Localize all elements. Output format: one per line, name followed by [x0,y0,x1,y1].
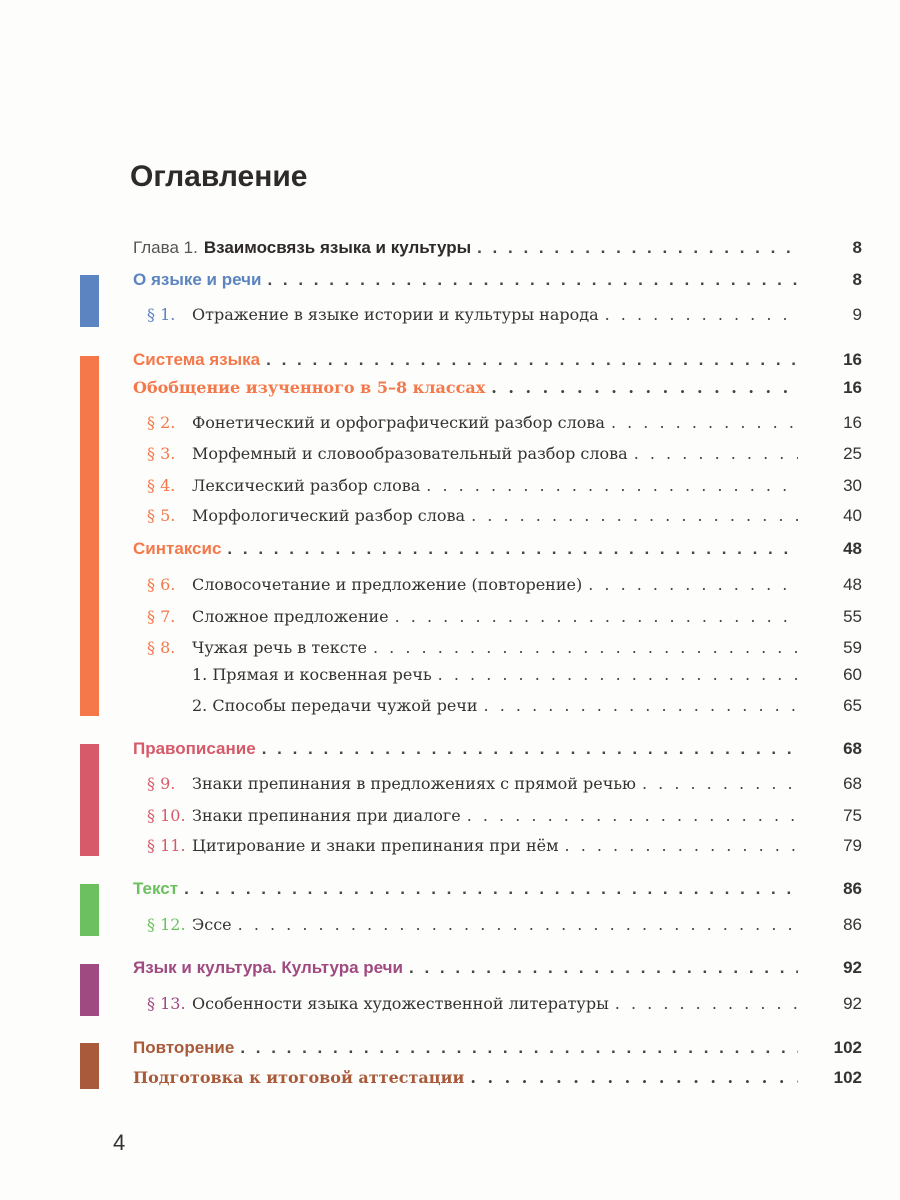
toc-entry[interactable] [147,607,862,629]
paragraph-number: § 8. [147,638,176,657]
leader-dots [267,270,798,290]
toc-entry[interactable] [133,350,862,372]
entry-label: Особенности языка художественной литературы [192,994,609,1013]
section-bar-blue [80,275,99,327]
chapter-prefix: Глава 1. [133,238,198,257]
leader-dots [262,739,798,759]
toc-entry[interactable] [147,915,862,937]
leader-dots [438,665,798,684]
leader-dots [491,378,798,397]
page-ref: 102 [833,1068,862,1087]
entry-label: 1. Прямая и косвенная речь [192,665,432,684]
entry-label: Отражение в языке истории и культуры народа [192,305,599,324]
leader-dots [184,879,798,899]
toc-entry[interactable] [147,305,862,327]
entry-label: Система языка [133,350,261,369]
page-ref: 40 [843,506,862,525]
page-ref: 102 [833,1038,862,1057]
page-ref: 16 [843,350,862,369]
paragraph-number: § 5. [147,506,176,525]
page-ref: 92 [843,994,862,1013]
entry-label: Знаки препинания в предложениях с прямой речью [192,774,636,793]
page-ref: 25 [843,444,862,463]
toc-entry[interactable] [147,444,862,466]
page-ref: 8 [852,238,862,257]
page-ref: 60 [843,665,862,684]
toc-entry[interactable] [147,476,862,498]
leader-dots [467,806,798,825]
toc-entry[interactable] [133,378,862,400]
entry-label: Лексический разбор слова [192,476,421,495]
page-ref: 92 [843,958,862,977]
toc-entry[interactable] [147,506,862,528]
leader-dots [471,506,798,525]
leader-dots [634,444,798,463]
leader-dots [611,413,798,432]
toc-entry[interactable] [133,739,862,761]
toc-entry[interactable] [147,806,862,828]
section-bar-brown [80,1043,99,1089]
paragraph-number: § 10. [147,806,186,825]
toc-entry[interactable] [133,958,862,980]
page-ref: 8 [852,270,862,289]
paragraph-number: § 1. [147,305,176,324]
leader-dots [266,350,798,370]
entry-label: Правописание [133,739,256,758]
toc-entry[interactable] [133,270,862,292]
toc-entry[interactable] [147,836,862,858]
page-ref: 48 [843,539,862,558]
toc-chapter[interactable] [133,238,862,260]
entry-label: Язык и культура. Культура речи [133,958,403,977]
page-ref: 75 [843,806,862,825]
toc-entry[interactable] [133,1038,862,1060]
entry-label: Фонетический и орфографический разбор слова [192,413,605,432]
section-bar-pink [80,744,99,856]
leader-dots [642,774,798,793]
chapter-label: Взаимосвязь языка и культуры [203,238,472,257]
page-number: 4 [113,1130,126,1155]
entry-label: О языке и речи [133,270,262,289]
paragraph-number: § 11. [147,836,186,855]
entry-label: Текст [133,879,179,898]
leader-dots [477,238,798,258]
page-ref: 86 [843,879,862,898]
page-title: Оглавление [130,160,308,193]
page-ref: 68 [843,774,862,793]
leader-dots [395,607,798,626]
page-ref: 59 [843,638,862,657]
entry-label: Эссе [192,915,232,934]
toc-entry[interactable] [147,413,862,435]
leader-dots [588,575,798,594]
toc-entry[interactable] [147,638,862,660]
entry-label: Цитирование и знаки препинания при нём [192,836,559,855]
entry-label: Морфологический разбор слова [192,506,466,525]
page-ref: 68 [843,739,862,758]
paragraph-number: § 6. [147,575,176,594]
entry-label: Морфемный и словообразовательный разбор слова [192,444,628,463]
paragraph-number: § 4. [147,476,176,495]
leader-dots [238,915,798,934]
page-ref: 30 [843,476,862,495]
paragraph-number: § 7. [147,607,176,626]
paragraph-number: § 3. [147,444,176,463]
section-bar-green [80,884,99,936]
toc-entry[interactable] [133,1068,862,1090]
entry-label: Подготовка к итоговой аттестации [133,1068,465,1087]
entry-label: Чужая речь в тексте [192,638,367,657]
entry-label: Сложное предложение [192,607,389,626]
entry-label: Обобщение изученного в 5–8 классах [133,378,486,397]
leader-dots [409,958,798,978]
paragraph-number: § 9. [147,774,176,793]
page-ref: 9 [852,305,862,324]
leader-dots [484,696,798,715]
entry-label: Словосочетание и предложение (повторение) [192,575,583,594]
page-ref: 79 [843,836,862,855]
toc-entry[interactable] [147,575,862,597]
leader-dots [240,1038,798,1058]
toc-entry[interactable] [133,879,862,901]
leader-dots [373,638,798,657]
paragraph-number: § 13. [147,994,186,1013]
leader-dots [227,539,798,559]
entry-label: Повторение [133,1038,235,1057]
entry-label: Знаки препинания при диалоге [192,806,461,825]
paragraph-number: § 12. [147,915,186,934]
section-bar-purple [80,964,99,1016]
leader-dots [470,1068,798,1087]
toc-entry[interactable] [192,696,862,718]
toc-entry[interactable] [147,994,862,1016]
leader-dots [565,836,798,855]
toc-entry[interactable] [133,539,862,561]
page-ref: 86 [843,915,862,934]
page-ref: 48 [843,575,862,594]
page-ref: 16 [843,378,862,397]
page-ref: 55 [843,607,862,626]
toc-entry[interactable] [192,665,862,687]
entry-label: 2. Способы передачи чужой речи [192,696,478,715]
section-bar-orange [80,356,99,716]
leader-dots [426,476,798,495]
leader-dots [615,994,798,1013]
page-ref: 16 [843,413,862,432]
paragraph-number: § 2. [147,413,176,432]
leader-dots [605,305,798,324]
entry-label: Синтаксис [133,539,222,558]
page-ref: 65 [843,696,862,715]
toc-entry[interactable] [147,774,862,796]
